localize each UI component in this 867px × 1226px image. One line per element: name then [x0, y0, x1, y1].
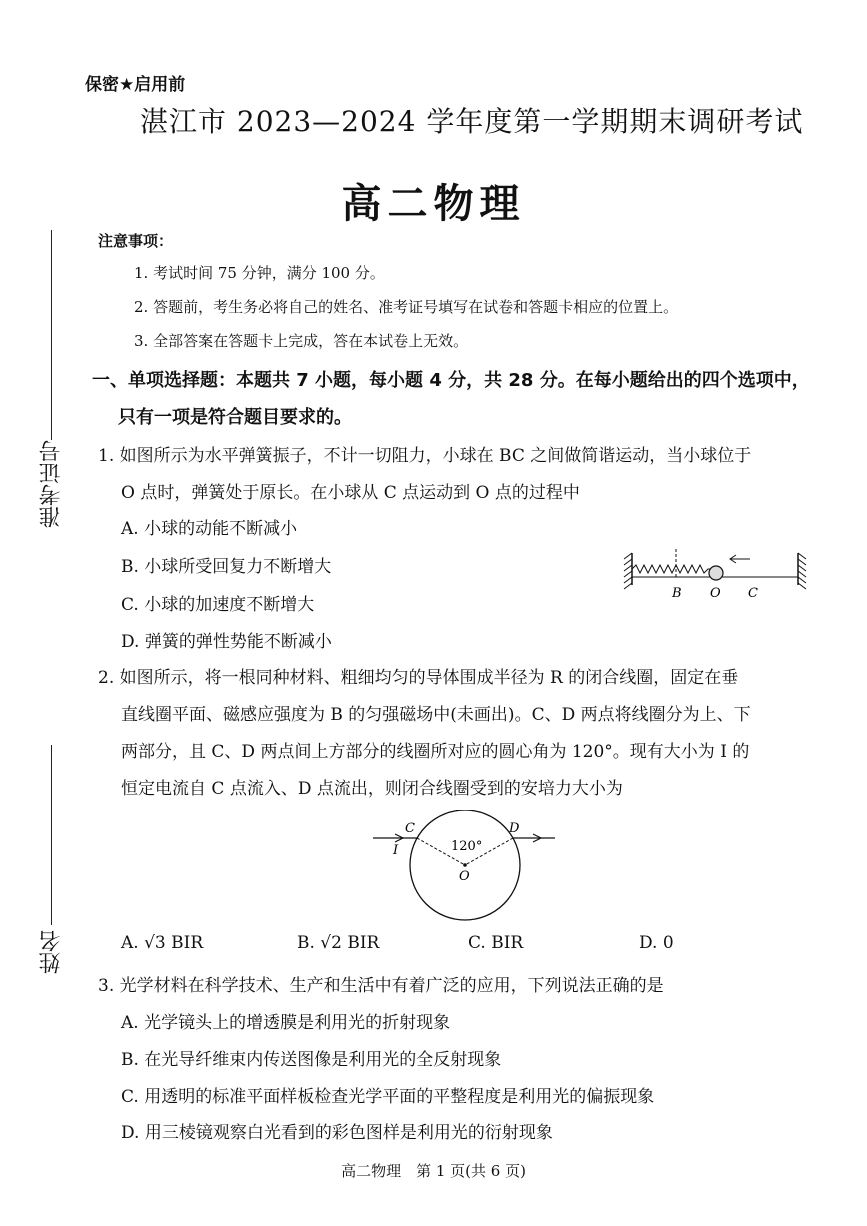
label-d: D	[509, 821, 520, 836]
q2-stem-line2: 直线圈平面、磁感应强度为 B 的匀强磁场中(未画出)。C、D 两点将线圈分为上、下	[121, 705, 751, 725]
q3-stem: 3. 光学材料在科学技术、生产和生活中有着广泛的应用，下列说法正确的是	[98, 976, 664, 996]
label-center: O	[459, 869, 470, 884]
note-item: 2. 答题前，考生务必将自己的姓名、准考证号填写在试卷和答题卡相应的位置上。	[134, 298, 679, 316]
section-heading-line2: 只有一项是符合题目要求的。	[118, 407, 352, 428]
label-b: B	[672, 586, 682, 601]
label-current: I	[393, 843, 399, 858]
circular-coil-figure	[365, 810, 565, 925]
q1-option-b: B. 小球所受回复力不断增大	[121, 557, 332, 577]
note-item: 1. 考试时间 75 分钟，满分 100 分。	[134, 264, 385, 282]
q3-option-c: C. 用透明的标准平面样板检查光学平面的平整程度是利用光的偏振现象	[121, 1087, 655, 1107]
notes-heading: 注意事项：	[98, 232, 174, 250]
q2-stem-line4: 恒定电流自 C 点流入、D 点流出，则闭合线圈受到的安培力大小为	[121, 779, 623, 799]
q2-option-d: D. 0	[639, 933, 674, 953]
ball-icon	[709, 566, 723, 580]
q2-option-b: B. √2 BIR	[297, 933, 380, 953]
exam-number-line	[51, 230, 52, 440]
q1-option-d: D. 弹簧的弹性势能不断减小	[121, 632, 332, 652]
q1-stem-line2: O 点时，弹簧处于原长。在小球从 C 点运动到 O 点的过程中	[121, 483, 580, 503]
label-o: O	[710, 586, 721, 601]
name-line	[51, 745, 52, 925]
label-c: C	[405, 821, 415, 836]
q2-option-c: C. BIR	[468, 933, 524, 953]
q2-option-a: A. √3 BIR	[121, 933, 204, 953]
name-label: 姓名	[39, 930, 64, 974]
confidential-mark: 保密★启用前	[85, 75, 186, 95]
q1-stem-line1: 1. 如图所示为水平弹簧振子，不计一切阻力，小球在 BC 之间做简谐运动，当小球位于	[98, 446, 752, 466]
note-item: 3. 全部答案在答题卡上完成，答在本试卷上无效。	[134, 332, 469, 350]
section-heading-line1: 一、单项选择题：本题共 7 小题，每小题 4 分，共 28 分。在每小题给出的四个选项中，	[92, 370, 810, 391]
q1-option-c: C. 小球的加速度不断增大	[121, 595, 315, 615]
q3-option-b: B. 在光导纤维束内传送图像是利用光的全反射现象	[121, 1050, 502, 1070]
subject-title: 高二物理	[341, 181, 526, 227]
exam-number-label: 准考证号	[39, 440, 64, 528]
q2-stem-line1: 2. 如图所示，将一根同种材料、粗细均匀的导体围成半径为 R 的闭合线圈，固定在垂	[98, 668, 739, 688]
label-angle: 120°	[451, 839, 483, 854]
page-footer: 高二物理 第 1 页(共 6 页)	[341, 1162, 526, 1180]
q3-option-a: A. 光学镜头上的增透膜是利用光的折射现象	[121, 1013, 451, 1033]
spring-oscillator-figure	[620, 545, 810, 605]
q2-stem-line3: 两部分，且 C、D 两点间上方部分的线圈所对应的圆心角为 120°。现有大小为 I 的	[121, 742, 750, 762]
exam-title: 湛江市 2023—2024 学年度第一学期期末调研考试	[140, 105, 804, 138]
label-c: C	[748, 586, 758, 601]
q1-option-a: A. 小球的动能不断减小	[121, 519, 298, 539]
q3-option-d: D. 用三棱镜观察白光看到的彩色图样是利用光的衍射现象	[121, 1123, 553, 1143]
